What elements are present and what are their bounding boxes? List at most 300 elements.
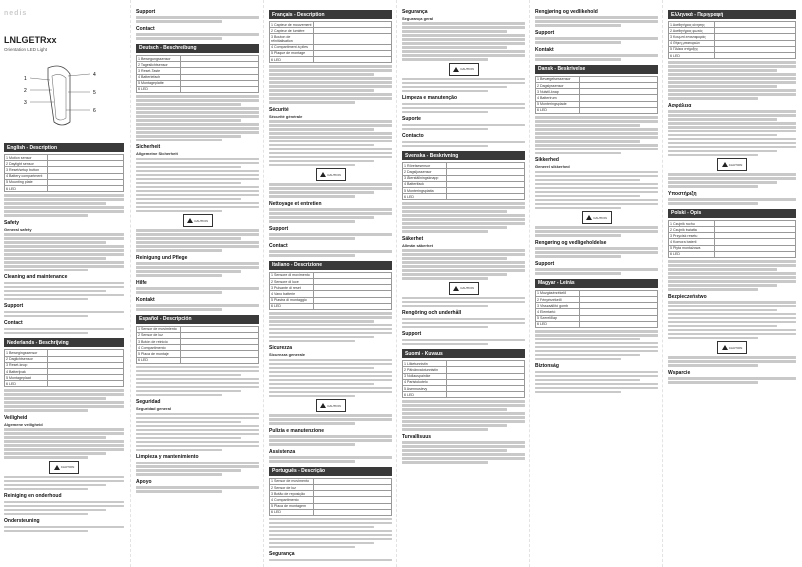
part-name: 5 Plaque de montage	[270, 50, 314, 56]
text-line	[4, 530, 88, 533]
text-line	[269, 391, 392, 394]
text-paragraph	[535, 37, 658, 44]
text-line	[4, 241, 106, 244]
text-line	[269, 152, 392, 155]
product-illustration	[10, 60, 110, 130]
part-name: 5 Monteringsplade	[536, 101, 580, 107]
text-line	[668, 325, 777, 328]
text-line	[269, 340, 355, 343]
text-line	[136, 229, 259, 232]
text-line	[4, 214, 88, 217]
text-line	[668, 81, 796, 84]
text-line	[269, 195, 355, 198]
text-line	[535, 152, 621, 155]
text-line	[136, 111, 259, 114]
text-line	[535, 140, 640, 143]
text-paragraph	[4, 328, 124, 335]
text-line	[4, 332, 88, 335]
subsection-heading: Allgemeine Sicherheit	[136, 151, 178, 157]
section-heading: Sicherheit	[136, 144, 161, 151]
parts-table	[269, 478, 392, 516]
section-heading: Segurança	[269, 551, 295, 558]
text-paragraph	[4, 526, 124, 533]
text-line	[269, 546, 355, 549]
part-description	[180, 357, 258, 363]
part-name: 6 LED	[669, 52, 715, 58]
text-line	[269, 89, 374, 92]
text-line	[136, 190, 259, 193]
text-line	[535, 330, 658, 333]
section-heading: Wsparcie	[668, 369, 691, 376]
part-name: 2 Sensor de luz	[270, 484, 314, 490]
part-name: 4 Elemtartó	[536, 309, 580, 315]
part-name: 1 Rörelsesensor	[403, 163, 447, 169]
section-heading: Support	[402, 331, 422, 338]
text-line	[269, 542, 374, 545]
text-paragraph	[535, 54, 658, 61]
language-header: Polski - Opis	[668, 209, 796, 218]
text-line	[668, 134, 777, 137]
text-line	[668, 317, 796, 320]
subsection-heading: General safety	[4, 226, 32, 232]
part-name: 6 LED	[5, 185, 48, 191]
text-paragraph	[269, 414, 392, 425]
text-paragraph	[535, 371, 658, 394]
text-paragraph	[4, 389, 124, 412]
text-line	[136, 441, 259, 444]
text-line	[402, 257, 507, 260]
text-paragraph	[269, 559, 392, 562]
text-line	[402, 202, 525, 205]
text-line	[535, 350, 658, 353]
text-paragraph	[136, 287, 259, 294]
text-line	[269, 422, 355, 425]
text-line	[535, 120, 658, 123]
text-line	[4, 393, 124, 396]
part-name: 4 Komora baterii	[669, 239, 715, 245]
text-paragraph	[269, 183, 392, 198]
text-line	[402, 90, 488, 93]
text-paragraph	[136, 413, 259, 451]
text-line	[269, 233, 392, 236]
text-line	[269, 73, 374, 76]
part-name: 4 Vano batterie	[270, 291, 314, 297]
section-heading: Contacto	[402, 133, 424, 140]
text-line	[4, 261, 124, 264]
parts-table	[269, 21, 392, 63]
part-description	[714, 52, 795, 58]
text-paragraph	[535, 16, 658, 27]
text-line	[535, 199, 658, 202]
text-line	[136, 270, 241, 273]
table-row	[270, 303, 392, 309]
table-row	[270, 34, 392, 44]
text-line	[402, 107, 525, 110]
text-paragraph	[402, 400, 525, 430]
section-heading: Support	[535, 29, 555, 36]
part-name: 5 Asennuslevy	[403, 386, 447, 392]
text-line	[402, 46, 507, 49]
text-line	[136, 437, 241, 440]
text-line	[535, 128, 658, 131]
section-heading: Support	[535, 260, 555, 267]
part-name: 5 Placa de montaje	[137, 351, 181, 357]
text-line	[668, 118, 777, 121]
part-name: 5 Szerelőlap	[536, 315, 580, 321]
text-line	[4, 265, 124, 268]
text-line	[4, 409, 88, 412]
text-line	[402, 111, 488, 114]
part-name: 3 Botón de reinicio	[137, 339, 181, 345]
text-paragraph	[269, 208, 392, 223]
text-line	[136, 166, 241, 169]
text-line	[402, 297, 525, 300]
warning-icon	[453, 67, 459, 72]
part-name: 5 Piastra di montaggio	[270, 297, 314, 303]
text-line	[535, 124, 640, 127]
text-line	[269, 439, 392, 442]
text-paragraph	[136, 95, 259, 141]
part-name: 3 Återställningsknapp	[403, 175, 447, 181]
text-paragraph	[668, 198, 796, 205]
text-line	[136, 182, 241, 185]
text-line	[269, 375, 392, 378]
part-name: 4 Compartimento	[270, 497, 314, 503]
part-name: 3 Nulstil-knap	[536, 89, 580, 95]
text-line	[402, 226, 507, 229]
part-name: 2 Czujnik światła	[669, 227, 715, 233]
text-line	[269, 395, 355, 398]
part-name: 4 Battery compartment	[5, 173, 48, 179]
product-title: LNLGETRxx	[4, 35, 57, 45]
text-line	[269, 371, 392, 374]
table-row	[5, 185, 124, 191]
text-line	[136, 115, 259, 118]
table-row	[669, 251, 796, 257]
text-line	[269, 518, 392, 521]
part-name: 6 LED	[403, 194, 447, 200]
text-line	[4, 509, 106, 512]
table-row	[403, 392, 525, 398]
part-name: 3 Reset/setup button	[5, 167, 48, 173]
fold-line	[396, 0, 397, 567]
text-line	[4, 513, 88, 516]
text-line	[668, 305, 796, 308]
text-line	[402, 22, 525, 25]
text-line	[136, 262, 259, 265]
text-line	[136, 139, 222, 142]
text-line	[668, 114, 796, 117]
part-name: 1 Capteur de mouvement	[271, 22, 312, 27]
text-line	[402, 38, 525, 41]
text-line	[4, 194, 124, 197]
text-line	[402, 54, 525, 57]
warning-icon	[586, 215, 592, 220]
text-line	[535, 175, 658, 178]
text-line	[402, 416, 525, 419]
text-line	[136, 390, 241, 393]
text-line	[535, 24, 621, 27]
part-name: 6 LED	[403, 392, 447, 398]
text-paragraph	[136, 366, 259, 396]
text-line	[535, 375, 658, 378]
part-name: 2 Tageslichtsensor	[137, 62, 181, 68]
text-paragraph	[535, 330, 658, 360]
text-line	[269, 443, 355, 446]
caution-text: CAUTION	[460, 286, 474, 291]
fold-line	[130, 0, 131, 567]
text-paragraph	[668, 110, 796, 156]
text-line	[668, 146, 796, 149]
text-line	[136, 245, 259, 248]
text-line	[668, 69, 777, 72]
part-description	[47, 185, 123, 191]
text-line	[4, 488, 88, 491]
text-line	[535, 41, 621, 44]
text-paragraph	[136, 16, 259, 23]
section-heading: Kontakt	[136, 296, 155, 303]
text-paragraph	[535, 171, 658, 209]
text-line	[269, 85, 392, 88]
text-line	[269, 460, 355, 463]
text-line	[402, 222, 525, 225]
text-line	[535, 346, 658, 349]
text-paragraph	[4, 233, 124, 271]
part-name: 1 Sensor de movimento	[270, 478, 314, 484]
text-line	[668, 154, 758, 157]
section-heading: Biztonság	[535, 363, 559, 370]
text-line	[535, 183, 658, 186]
text-paragraph	[136, 33, 259, 40]
text-line	[269, 124, 392, 127]
text-paragraph	[4, 194, 124, 217]
text-line	[535, 251, 658, 254]
text-line	[668, 309, 777, 312]
text-line	[136, 421, 241, 424]
text-line	[269, 250, 392, 253]
part-name: 3 Reset-knop	[5, 362, 48, 368]
text-line	[269, 148, 392, 151]
part-name: 6 LED	[5, 381, 48, 387]
caution-text: CAUTION	[460, 67, 474, 72]
text-line	[535, 342, 658, 345]
section-heading: Support	[269, 225, 289, 232]
text-line	[402, 230, 488, 233]
text-line	[269, 144, 374, 147]
warning-icon	[320, 172, 326, 177]
text-line	[535, 255, 621, 258]
text-line	[402, 441, 525, 444]
part-name: 2 Päivänvalotunnistin	[403, 367, 447, 373]
text-line	[136, 417, 259, 420]
text-line	[269, 183, 392, 186]
parts-table	[535, 76, 658, 114]
text-line	[269, 187, 392, 190]
text-line	[136, 174, 259, 177]
text-line	[4, 198, 124, 201]
section-heading: Apoyo	[136, 479, 152, 486]
text-line	[4, 298, 88, 301]
text-line	[535, 230, 658, 233]
text-line	[535, 268, 658, 271]
text-paragraph	[668, 61, 796, 99]
text-line	[136, 95, 259, 98]
text-paragraph	[136, 158, 259, 212]
section-heading: Contact	[136, 25, 155, 32]
caution-label	[449, 282, 479, 295]
text-line	[668, 276, 796, 279]
text-line	[402, 339, 525, 342]
text-line	[535, 116, 658, 119]
text-paragraph	[402, 124, 525, 131]
section-heading: Säkerhet	[402, 235, 424, 242]
text-line	[668, 321, 796, 324]
table-row	[137, 86, 259, 92]
text-line	[269, 320, 374, 323]
part-name: 4 Θήκη μπαταριών	[669, 40, 715, 46]
caution-label	[183, 214, 213, 227]
part-name: 6 LED	[669, 251, 715, 257]
text-line	[269, 191, 374, 194]
text-line	[4, 501, 124, 504]
part-name: 3 Nollauspainike	[403, 373, 447, 379]
text-line	[668, 329, 796, 332]
text-line	[136, 366, 259, 369]
text-line	[668, 73, 796, 76]
text-line	[535, 272, 621, 275]
section-heading: Cleaning and maintenance	[4, 274, 68, 281]
text-line	[269, 336, 374, 339]
text-line	[402, 261, 525, 264]
text-line	[668, 381, 758, 384]
table-row	[270, 509, 392, 515]
parts-table	[4, 349, 124, 387]
text-paragraph	[269, 65, 392, 103]
text-line	[269, 312, 392, 315]
text-line	[535, 226, 658, 229]
text-line	[668, 260, 796, 263]
part-name: 1 Αισθητήρας κίνησης	[669, 22, 715, 28]
section-heading: Sécurité	[269, 106, 289, 113]
text-line	[269, 128, 374, 131]
section-heading: Rengöring och underhåll	[402, 310, 462, 317]
part-name: 5 Płyta montażowa	[669, 245, 715, 251]
callout-label: 6	[93, 108, 96, 114]
text-line	[535, 16, 658, 19]
warning-icon	[320, 403, 326, 408]
text-line	[269, 156, 392, 159]
text-paragraph	[136, 486, 259, 493]
text-line	[402, 253, 525, 256]
text-line	[136, 135, 241, 138]
text-line	[4, 397, 106, 400]
caution-label	[316, 399, 346, 412]
text-line	[668, 313, 796, 316]
table-row	[536, 321, 658, 327]
part-description	[313, 303, 391, 309]
text-line	[136, 382, 259, 385]
part-name: 3 Botão de reposição	[270, 491, 314, 497]
part-name: 5 Montageplaat	[5, 375, 48, 381]
text-line	[136, 374, 241, 377]
text-line	[535, 20, 658, 23]
section-heading: Nettoyage et entretien	[269, 200, 322, 207]
fold-line	[529, 0, 530, 567]
text-line	[668, 202, 758, 205]
part-name: 1 Mozgásérzékelő	[536, 290, 580, 296]
text-paragraph	[402, 78, 525, 93]
text-line	[668, 356, 796, 359]
table-row	[270, 56, 392, 62]
text-line	[269, 69, 392, 72]
text-line	[402, 412, 525, 415]
text-line	[668, 301, 796, 304]
parts-table	[4, 154, 124, 192]
section-heading: Reiniging en onderhoud	[4, 493, 62, 500]
text-paragraph	[535, 226, 658, 237]
text-line	[269, 418, 392, 421]
text-line	[402, 343, 488, 346]
text-line	[136, 429, 259, 432]
part-name: 5 Placa de montagem	[270, 503, 314, 509]
section-heading: Limpeza e manutenção	[402, 95, 458, 102]
part-name: 4 Compartiment à piles	[270, 44, 314, 50]
part-name: 4 Batterijvak	[5, 368, 48, 374]
text-paragraph	[269, 120, 392, 166]
text-line	[136, 378, 259, 381]
text-line	[668, 142, 796, 145]
text-line	[269, 316, 392, 319]
text-line	[136, 433, 259, 436]
parts-table	[269, 272, 392, 310]
text-line	[269, 324, 392, 327]
text-line	[402, 82, 525, 85]
text-paragraph	[402, 141, 525, 148]
text-line	[136, 287, 259, 290]
text-line	[535, 338, 640, 341]
table-row	[536, 107, 658, 113]
text-line	[668, 268, 777, 271]
part-name: 1 Sensor de movimiento	[137, 326, 181, 332]
text-paragraph	[136, 462, 259, 477]
fold-line	[662, 0, 663, 567]
text-line	[136, 445, 259, 448]
callout-label: 2	[24, 88, 27, 94]
text-line	[4, 452, 106, 455]
part-name: 2 Daylight sensor	[5, 161, 48, 167]
section-heading: Assistenza	[269, 448, 296, 455]
part-name: 2 Sensore di luce	[270, 279, 314, 285]
part-name: 4 Batterirum	[536, 95, 580, 101]
text-line	[269, 559, 392, 562]
table-row	[5, 381, 124, 387]
text-line	[4, 526, 124, 529]
language-header: Nederlands - Beschrijving	[4, 338, 124, 347]
part-name: 2 Dagsljussensor	[403, 169, 447, 175]
text-line	[402, 249, 525, 252]
text-line	[136, 462, 259, 465]
section-heading: Sikkerhed	[535, 157, 559, 164]
parts-table	[402, 360, 525, 398]
subsection-heading: Sécurité générale	[269, 113, 303, 119]
callout-label: 5	[93, 90, 96, 96]
part-description	[313, 509, 391, 515]
text-paragraph	[269, 435, 392, 446]
text-paragraph	[4, 282, 124, 301]
text-line	[136, 413, 259, 416]
text-paragraph	[4, 428, 124, 458]
caution-text: CAUTION	[728, 162, 743, 167]
